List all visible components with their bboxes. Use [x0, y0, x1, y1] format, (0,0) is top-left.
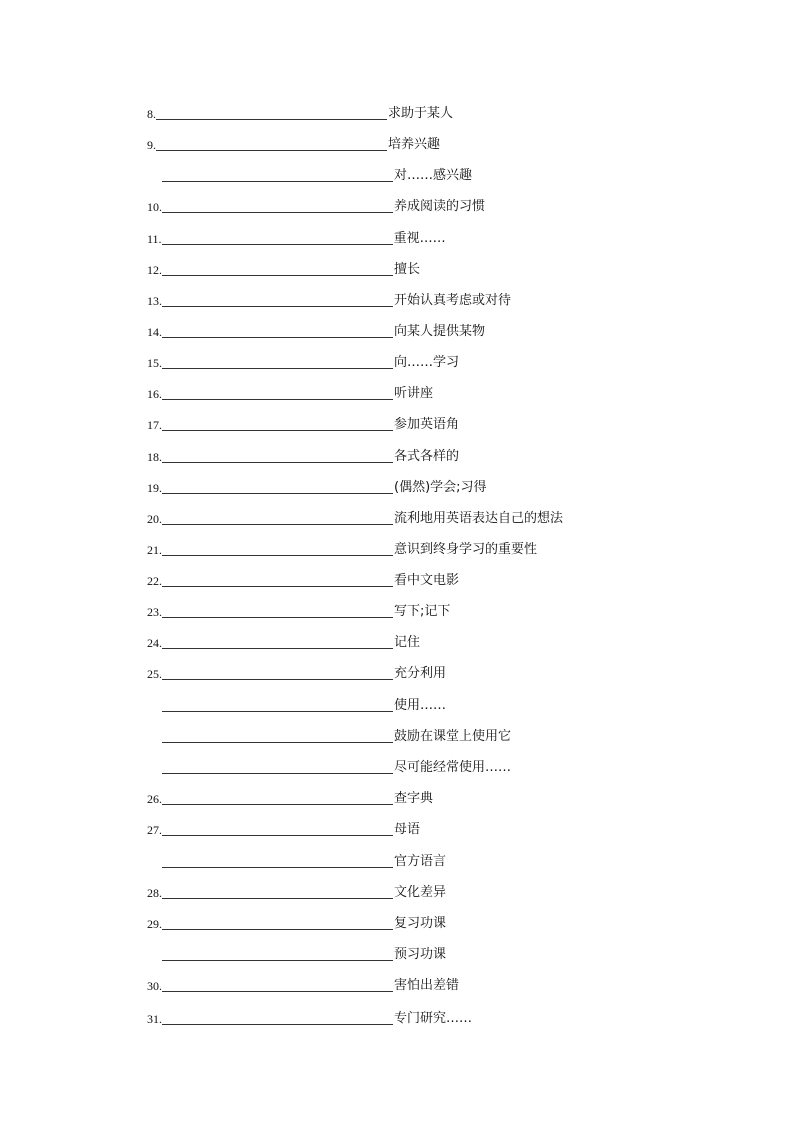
item-prompt: 复习功课 — [394, 916, 447, 931]
list-item — [147, 820, 420, 838]
item-prompt: 流利地用英语表达自己的想法 — [394, 511, 564, 526]
answer-blank[interactable] — [162, 914, 393, 930]
item-prompt: 培养兴趣 — [388, 137, 441, 152]
list-item — [147, 758, 511, 776]
list-item — [147, 696, 446, 714]
answer-blank[interactable] — [162, 758, 393, 774]
item-prompt: 向……学习 — [394, 355, 460, 370]
item-prompt: 母语 — [394, 822, 421, 837]
item-number: 23. — [147, 605, 162, 619]
item-number: 18. — [147, 450, 162, 464]
answer-blank[interactable] — [162, 478, 393, 494]
item-number: 20. — [147, 512, 162, 526]
answer-blank[interactable] — [162, 571, 393, 587]
item-prompt: 记住 — [394, 635, 421, 650]
answer-blank[interactable] — [162, 696, 393, 712]
item-prompt: 对……感兴趣 — [394, 168, 473, 183]
item-prompt: 各式各样的 — [394, 449, 460, 464]
item-number: 26. — [147, 792, 162, 806]
list-item — [147, 852, 446, 870]
item-prompt: 看中文电影 — [394, 573, 460, 588]
list-item — [147, 883, 446, 901]
list-item — [147, 727, 511, 745]
item-number: 16. — [147, 387, 162, 401]
item-prompt: 重视…… — [393, 231, 446, 246]
item-prompt: 专门研究…… — [394, 1011, 473, 1026]
list-item — [147, 135, 440, 153]
item-prompt: (偶然)学会;习得 — [394, 480, 487, 495]
list-item — [147, 260, 420, 278]
list-item — [147, 789, 433, 807]
answer-blank[interactable] — [156, 135, 387, 151]
list-item — [147, 415, 459, 433]
answer-blank[interactable] — [162, 166, 393, 182]
answer-blank[interactable] — [162, 229, 393, 245]
answer-blank[interactable] — [162, 1009, 393, 1025]
item-number: 14. — [147, 325, 162, 339]
answer-blank[interactable] — [162, 852, 393, 868]
item-prompt: 写下;记下 — [394, 604, 451, 619]
item-number: 12. — [147, 263, 162, 277]
item-prompt: 求助于某人 — [388, 106, 454, 121]
list-item — [147, 540, 537, 558]
list-item — [147, 602, 450, 620]
list-item — [147, 914, 446, 932]
item-prompt: 尽可能经常使用…… — [394, 760, 512, 775]
item-prompt: 向某人提供某物 — [394, 324, 486, 339]
answer-blank[interactable] — [162, 789, 393, 805]
list-item — [147, 447, 459, 465]
list-item — [147, 322, 485, 340]
item-prompt: 害怕出差错 — [394, 978, 460, 993]
answer-blank[interactable] — [162, 291, 393, 307]
answer-blank[interactable] — [162, 883, 393, 899]
answer-blank[interactable] — [162, 633, 393, 649]
answer-blank[interactable] — [156, 104, 387, 120]
item-number: 13. — [147, 294, 162, 308]
item-number: 17. — [147, 418, 162, 432]
item-number: 10. — [147, 200, 162, 214]
list-item — [147, 197, 485, 215]
list-item — [147, 353, 459, 371]
item-prompt: 养成阅读的习惯 — [394, 199, 486, 214]
list-item — [147, 1009, 472, 1027]
item-prompt: 查字典 — [394, 791, 434, 806]
item-number: 9. — [147, 138, 156, 152]
item-prompt: 意识到终身学习的重要性 — [394, 542, 538, 557]
item-number: 8. — [147, 107, 156, 121]
item-number: 31. — [147, 1012, 162, 1026]
list-item — [147, 166, 472, 184]
item-number: 25. — [147, 667, 162, 681]
list-item — [147, 384, 433, 402]
answer-blank[interactable] — [162, 820, 393, 836]
answer-blank[interactable] — [162, 322, 393, 338]
list-item — [147, 229, 446, 247]
list-item — [147, 478, 487, 496]
answer-blank[interactable] — [162, 976, 393, 992]
list-item — [147, 571, 459, 589]
item-prompt: 预习功课 — [394, 947, 447, 962]
answer-blank[interactable] — [162, 353, 393, 369]
list-item — [147, 945, 446, 963]
answer-blank[interactable] — [162, 727, 393, 743]
answer-blank[interactable] — [162, 415, 393, 431]
list-item — [147, 291, 511, 309]
item-prompt: 擅长 — [394, 262, 421, 277]
item-number: 30. — [147, 979, 162, 993]
answer-blank[interactable] — [162, 260, 393, 276]
list-item — [147, 104, 453, 122]
answer-blank[interactable] — [162, 664, 393, 680]
item-prompt: 开始认真考虑或对待 — [394, 293, 512, 308]
item-number: 29. — [147, 917, 162, 931]
list-item — [147, 976, 459, 994]
item-prompt: 文化差异 — [394, 885, 447, 900]
item-prompt: 听讲座 — [394, 386, 434, 401]
item-number: 19. — [147, 481, 162, 495]
answer-blank[interactable] — [162, 384, 393, 400]
answer-blank[interactable] — [162, 945, 393, 961]
list-item — [147, 664, 446, 682]
answer-blank[interactable] — [162, 197, 393, 213]
list-item — [147, 633, 420, 651]
item-prompt: 官方语言 — [394, 854, 447, 869]
item-number: 11. — [147, 232, 162, 246]
item-number: 24. — [147, 636, 162, 650]
item-number: 21. — [147, 543, 162, 557]
item-number: 15. — [147, 356, 162, 370]
list-item — [147, 509, 563, 527]
item-prompt: 鼓励在课堂上使用它 — [394, 729, 512, 744]
answer-blank[interactable] — [162, 540, 393, 556]
answer-blank[interactable] — [162, 602, 393, 618]
item-number: 22. — [147, 574, 162, 588]
item-prompt: 充分利用 — [394, 666, 447, 681]
item-number: 27. — [147, 823, 162, 837]
answer-blank[interactable] — [162, 509, 393, 525]
item-number: 28. — [147, 886, 162, 900]
answer-blank[interactable] — [162, 447, 393, 463]
item-prompt: 参加英语角 — [394, 417, 460, 432]
item-prompt: 使用…… — [394, 698, 447, 713]
